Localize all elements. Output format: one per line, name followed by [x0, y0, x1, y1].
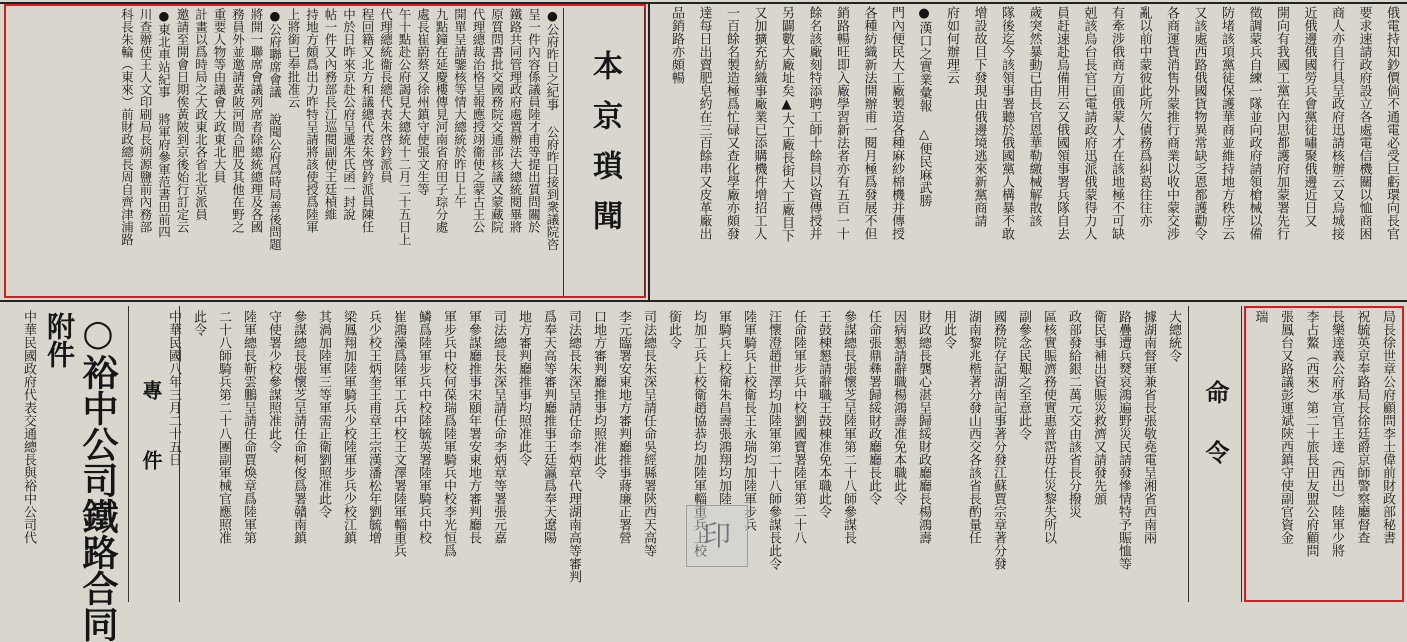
beijing-news-column: 上將銜已奉批准云 [286, 8, 301, 108]
orders-main-column: 梁鳳翔加陸軍騎兵少校陸軍步兵少校江鎮 [341, 310, 356, 544]
beijing-news-column: 午十點赴公府謁見大總統十二月二十五日上 [397, 8, 412, 246]
orders-main-column: 其渦加陸軍三等軍需正衛劉照准此令 [316, 310, 331, 518]
beijing-news-title: 本京瑣聞 [587, 50, 622, 250]
hankou-report-column: 剋該烏台長官已電請政府迅派俄蒙得力人 [1081, 6, 1097, 240]
orders-main-column: 均加工兵上校衛趙協恭均加陸軍輜重兵上校 [691, 310, 706, 557]
beijing-news-column: 計畫以爲時局之大政東北各省北京派員 [193, 8, 209, 221]
beijing-news-column: 邀請至開會日期俟黃陂到京後始行訂定云 [175, 8, 190, 233]
appendix-column: 中華民國政府代表交通總長與裕中公司代 [21, 310, 36, 544]
beijing-news-column: 處長崔蔚蔡又徐州鎮守使張文生等 [415, 8, 431, 196]
beijing-news-column: ●公府聯席會議 說聞公府爲時局善後問題 [267, 8, 283, 251]
orders-main-column: 司法總長朱深呈請任命吳經縣署陝西天高等 [641, 310, 656, 557]
orders-main-column: 二十八師騎兵第二十八團副軍械官應照准 [216, 310, 231, 544]
hankou-report-column: 有牽涉俄商方面俄蒙人才在該地極不可缺 [1109, 6, 1124, 240]
beijing-news-column: 九點鐘在延慶樓傳見河南省府田子琮分處 [434, 8, 449, 233]
hankou-report-column: 商人亦自行具呈政府迅請核辦云又烏城接 [1329, 6, 1344, 240]
orders-main-column: 中華民國八年三月二十五日 [166, 310, 181, 466]
orders-main-column: 副參念民艱之至意此令 [1016, 310, 1031, 440]
beijing-news-column: ●公府昨日之紀事 公府昨日接到衆議院咨 [545, 8, 560, 251]
orders-main-column: 路疊遭兵燹哀鴻遍野災民請發慘情特予賑恤等 [1116, 310, 1131, 570]
orders-title: 命令 [1201, 380, 1230, 500]
hankou-report-column: 門內便民大工廠製造各種麻紗棉機并傳授 [889, 6, 904, 240]
orders-main-column: 政部發給銀二萬元交由該省長分撥災 [1066, 310, 1081, 518]
orders-main-column: 崔鴻藻爲陸軍工兵中校王文澤署陸軍輜重兵 [391, 310, 406, 557]
beijing-news-column: 程回籍又北方和議總代表朱啓鈐派員陳任 [360, 8, 375, 233]
hankou-report-column: 各商運貨消售外蒙推行商業以收中蒙交涉 [1164, 6, 1179, 240]
orders-top-column: 瑞 [1252, 310, 1268, 323]
orders-main-column: 用此令 [941, 310, 956, 349]
orders-top-column: 祝毓英京奉路局長徐廷爵京師警察廳督查 [1354, 310, 1370, 544]
orders-main-column: 軍騎兵上校衛朱昌壽張鴻翔均加陸 [716, 310, 731, 505]
orders-main-column: 司法總長朱深呈請任命李炳章代理湖南高等審判 [566, 310, 581, 583]
orders-main-column: 國務院存記湖南記事著分發江蘇賈宗章著分發 [991, 310, 1006, 570]
hankou-report-column: 近俄邊俄國勞兵會黨徒嘯聚俄邊近日又 [1301, 6, 1317, 227]
orders-main-column: 陸軍總長靳雲鵬呈請任命賈煥章爲陸軍第 [241, 310, 256, 544]
beijing-news-column: 呈一件內容係議員陸才甫等提出質問關於 [526, 8, 542, 233]
hankou-report-column: 達每日出賣肥皂約在三百餘串又皮革廠出 [696, 6, 712, 240]
orders-main-column: 軍步兵中校何葆瑞爲陸軍騎兵中校李光恒爲 [441, 310, 456, 557]
orders-main-column: 口地方審判廳推事均照准此令 [591, 310, 606, 479]
beijing-news-column: ●東北車站紀事 將軍府參軍范書田前四 [156, 8, 172, 238]
top-divider [648, 2, 650, 300]
beijing-news-column: 重要人物等由議會大政東北大員 [212, 8, 227, 183]
hankou-report-column: 府如何辦理云 [944, 6, 959, 84]
hankou-report-column: 增設故目下發現由俄邊境逃來新黨商請 [971, 6, 987, 227]
hankou-report-column: 要求速請政府設立各處電信機關以恤商困 [1356, 6, 1372, 240]
orders-main-column: 參謀總長張懷芝呈請任命柯俊爲署贛南鎮 [291, 310, 306, 544]
seal-stamp [686, 505, 748, 567]
beijing-news-column: 川查辦使王人文印刷局長朔源鹽前內務部 [138, 8, 153, 233]
orders-top-column: 長樂達義公府承宣官王達（西出）陸軍少將 [1329, 310, 1344, 557]
hankou-report-column: 另闢數大廠址矣▲大工廠長街大工廠目下 [779, 6, 794, 242]
orders-top-column: 局長徐世章公府顧問李士偉前財政部秘書 [1380, 310, 1395, 544]
beijing-news-column: 科長朱輪（東來）前財政總長周自齊津浦路 [119, 8, 135, 246]
hankou-report-column: 又加擴充紡織事廠業已添購機件增招工人 [751, 6, 767, 240]
beijing-news-column: 持地方頗爲出力昨特呈請將該使授爲陸軍 [304, 8, 320, 233]
orders-main-column: 任命陸軍步兵中校劉國寶署陸軍第二十八 [791, 310, 806, 544]
orders-main-column: 鱗爲陸軍步兵中校陸毓英署陸軍騎兵中校 [416, 310, 431, 544]
orders-main-column: 陸軍騎兵上校衛長王永瑞均加陸軍步兵 [741, 310, 756, 531]
beijing-news-column: 務員外並邀請黃陂河間合肥及其他在野之 [230, 8, 246, 233]
orders-main-column: 兵少校王炳奎王甫章王宗漢潘松年劉毓增 [366, 310, 381, 544]
hankou-report-column: 防堵該項黨徒保護華商並維持地方秩序云 [1219, 6, 1234, 240]
hankou-report-column: ●漢口之實業彙報 △便民麻武勝 [916, 6, 932, 207]
beijing-news-column: 代理總裁治格呈報應授翊衞使之蒙古王公 [471, 8, 486, 233]
orders-main-column: 大總統令 [1166, 310, 1181, 362]
orders-main-column: 爲奉天高等審判廳推事王廷瀛爲奉天遼陽 [541, 310, 556, 544]
orders-main-column: 軍參謀廳推事宋頤年署安東地方審判廳長 [466, 310, 481, 544]
hankou-report-column: 品銷路亦頗暢 [669, 6, 684, 84]
hankou-report-column: 開向有我國工黨在內思都護府加蒙署先行 [1274, 6, 1289, 240]
orders-main-column: 王鼓棟懇請辭職王鼓棟准免本職此令 [816, 310, 831, 518]
hankou-report-column: 亂以前中蒙彼此所欠債務爲糾葛往往亦 [1136, 6, 1152, 227]
hankou-report-column: 隊後迄今該領事署聽於俄國黨人構暴不敢 [999, 6, 1014, 240]
beijing-news-column: 代理總統衞長總代表朱啓鈐派員 [378, 8, 394, 183]
hankou-report-column: 銷路暢旺即入廠學習新法者亦有五百一十 [834, 6, 849, 240]
orders-main-column: 銜此令 [666, 310, 681, 349]
hankou-report-column: 員赶速赴烏備用云又俄國領事署兵隊自去 [1054, 6, 1069, 240]
orders-top-column: 張鳳台又路議彭運斌陝西鎮守使副官資金 [1278, 310, 1293, 544]
hankou-report-column: 又該處西路俄國貨物異常缺乏恩都護勸令 [1191, 6, 1207, 240]
orders-main-column: 守使署少校參謀照准此令 [266, 310, 281, 453]
appendix-subtitle: 附件 [43, 312, 76, 368]
orders-main-column: 此令 [191, 310, 206, 336]
orders-main-column: 任命張鼎彝署歸綏財政廳廳長此令 [866, 310, 881, 505]
hankou-report-column: 餘名該廠刻特添聘工師十餘員以資傳授并 [806, 6, 822, 240]
orders-main-column: 因病懇請辭職楊鴻壽准免本職此令 [891, 310, 906, 505]
orders-main-column: 湖南黎兆楷著分發山西交各該省長酌量任 [966, 310, 981, 544]
appendix-title: ○裕中公司鐵路合同 [77, 312, 119, 642]
orders-top-column: 李占鰲（西來）第二十旅長田友盟公府顧問 [1303, 310, 1319, 557]
hankou-report-column: 徵調蒙兵自練一隊並向政府請領槍械以備 [1246, 6, 1262, 240]
orders-main-column: 區核實賑濟務使實惠普霑毋任災黎失所以 [1041, 310, 1056, 544]
orders-main-column: 參謀總長張懷芝呈陸軍第二十八師參謀長 [841, 310, 856, 544]
beijing-news-column: 中於日昨來京赴公府呈遞朱氏函一封說 [341, 8, 357, 221]
hankou-report-column: 各種紡織新法開辦甫一閱月極爲發展不但 [861, 6, 877, 240]
special-title: 專件 [139, 380, 163, 520]
beijing-news-column: 帖一件又內務部長江巡閱副使王廷楨維 [323, 8, 338, 221]
beijing-news-column: 鐵路共同管理政府處置辦法大總統閱畢將 [508, 8, 523, 233]
orders-main-column: 李元臨署安東地方審判廳推事蔣廉正署營 [616, 310, 631, 544]
beijing-news-column: 將開一聯席會議列席者除總統總理及各國 [249, 8, 264, 233]
beijing-news-column: 原質問書批交國務院交通部核議又蒙藏院 [489, 8, 505, 233]
orders-main-column: 司法總長朱深呈請任命李炳章等署張元嘉 [491, 310, 506, 544]
orders-main-column: 據湖南督軍兼省長張敬堯電呈湘省西南兩 [1141, 310, 1156, 544]
orders-main-column: 汪懷澄趙世澤均加陸軍第二十八師參謀長此令 [766, 310, 781, 570]
beijing-news-column: 開單呈請鑒核等情大總統於昨日上午 [452, 8, 468, 208]
seal-text: 印 [702, 519, 731, 552]
middle-rule [0, 300, 1407, 302]
orders-main-column: 衛民事補出資賑災救濟又請發先頒 [1091, 310, 1106, 505]
hankou-report-column: 一百餘名製造極爲忙碌又查化學廠亦頗發 [724, 6, 739, 240]
orders-main-column: 地方審判廳推事均照准此令 [516, 310, 531, 466]
hankou-report-column: 俄電持知鈔價倘不通電必受巨虧環向長官 [1384, 6, 1399, 240]
orders-main-column: 財政總長龔心湛呈歸綏財政廳廳長楊鴻壽 [916, 310, 931, 544]
hankou-report-column: 歲突然暴動已由長官恩華勒繳械解散該 [1026, 6, 1042, 227]
